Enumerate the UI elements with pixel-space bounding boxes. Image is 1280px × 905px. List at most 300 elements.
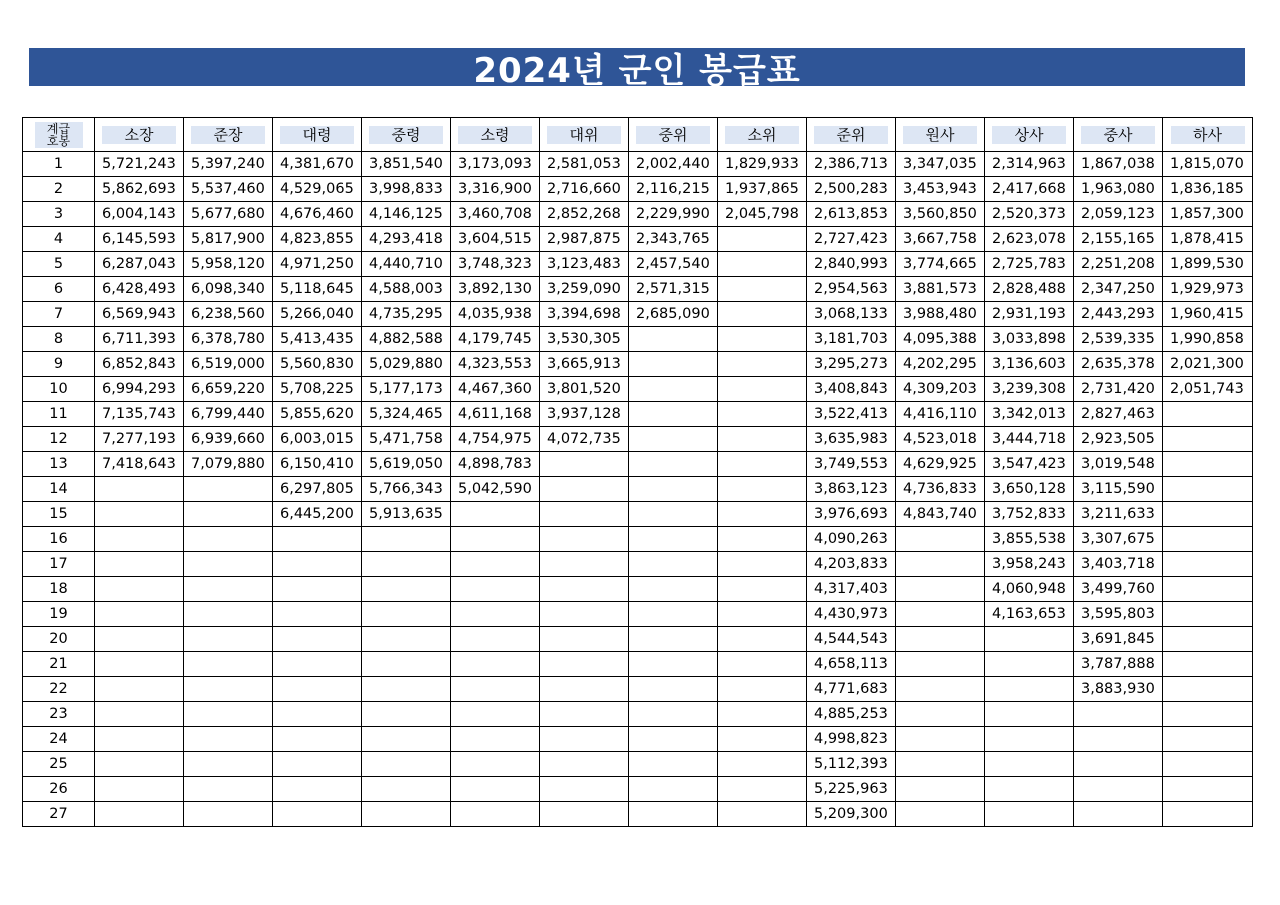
salary-cell — [451, 727, 540, 752]
salary-cell: 5,042,590 — [451, 477, 540, 502]
salary-cell — [95, 552, 184, 577]
salary-cell: 4,523,018 — [896, 427, 985, 452]
salary-cell — [1074, 802, 1163, 827]
salary-cell: 1,963,080 — [1074, 177, 1163, 202]
salary-cell: 2,613,853 — [807, 202, 896, 227]
salary-cell — [985, 702, 1074, 727]
step-number-cell: 3 — [23, 202, 95, 227]
salary-cell — [629, 402, 718, 427]
salary-cell — [540, 502, 629, 527]
salary-cell — [1163, 402, 1253, 427]
salary-cell — [896, 752, 985, 777]
step-number-cell: 15 — [23, 502, 95, 527]
salary-cell — [273, 777, 362, 802]
salary-cell — [1163, 577, 1253, 602]
salary-cell — [451, 602, 540, 627]
salary-cell — [1074, 727, 1163, 752]
salary-cell: 3,855,538 — [985, 527, 1074, 552]
step-number-cell: 10 — [23, 377, 95, 402]
salary-cell: 4,146,125 — [362, 202, 451, 227]
salary-cell — [985, 777, 1074, 802]
salary-cell — [629, 427, 718, 452]
step-number-cell: 26 — [23, 777, 95, 802]
table-row — [23, 727, 1253, 752]
salary-cell: 2,347,250 — [1074, 277, 1163, 302]
salary-cell: 1,829,933 — [718, 152, 807, 177]
salary-cell — [629, 552, 718, 577]
salary-cell — [184, 527, 273, 552]
salary-cell — [629, 352, 718, 377]
pay-table-body — [23, 152, 1253, 827]
header-corner — [23, 118, 95, 152]
salary-cell — [1074, 777, 1163, 802]
salary-cell — [362, 577, 451, 602]
salary-cell: 1,857,300 — [1163, 202, 1253, 227]
salary-cell — [896, 552, 985, 577]
salary-cell — [629, 702, 718, 727]
salary-cell: 3,239,308 — [985, 377, 1074, 402]
salary-cell — [718, 352, 807, 377]
salary-cell — [540, 677, 629, 702]
step-number-cell: 24 — [23, 727, 95, 752]
salary-cell — [629, 602, 718, 627]
salary-cell — [540, 702, 629, 727]
salary-cell: 4,095,388 — [896, 327, 985, 352]
salary-cell: 2,581,053 — [540, 152, 629, 177]
salary-cell: 4,771,683 — [807, 677, 896, 702]
salary-cell: 1,937,865 — [718, 177, 807, 202]
salary-cell: 4,898,783 — [451, 452, 540, 477]
salary-cell: 3,259,090 — [540, 277, 629, 302]
salary-cell: 4,658,113 — [807, 652, 896, 677]
salary-cell — [1163, 477, 1253, 502]
salary-cell: 2,571,315 — [629, 277, 718, 302]
salary-cell: 6,145,593 — [95, 227, 184, 252]
salary-cell: 3,136,603 — [985, 352, 1074, 377]
step-number-cell: 19 — [23, 602, 95, 627]
salary-cell — [362, 702, 451, 727]
salary-cell: 4,611,168 — [451, 402, 540, 427]
salary-cell: 3,665,913 — [540, 352, 629, 377]
salary-cell — [718, 227, 807, 252]
salary-cell — [718, 502, 807, 527]
salary-cell — [718, 652, 807, 677]
salary-cell: 2,731,420 — [1074, 377, 1163, 402]
salary-cell — [184, 552, 273, 577]
header-rank: 소령 — [451, 118, 540, 152]
salary-cell — [362, 802, 451, 827]
salary-cell — [273, 677, 362, 702]
salary-cell: 4,467,360 — [451, 377, 540, 402]
salary-cell: 4,971,250 — [273, 252, 362, 277]
salary-cell: 1,960,415 — [1163, 302, 1253, 327]
salary-cell — [896, 677, 985, 702]
salary-cell: 2,828,488 — [985, 277, 1074, 302]
salary-cell: 3,748,323 — [451, 252, 540, 277]
salary-cell — [718, 327, 807, 352]
salary-cell: 6,428,493 — [95, 277, 184, 302]
salary-cell: 6,378,780 — [184, 327, 273, 352]
salary-cell: 4,736,833 — [896, 477, 985, 502]
salary-cell: 4,544,543 — [807, 627, 896, 652]
salary-cell: 3,316,900 — [451, 177, 540, 202]
salary-cell: 4,179,745 — [451, 327, 540, 352]
step-number-cell: 22 — [23, 677, 95, 702]
salary-cell: 2,716,660 — [540, 177, 629, 202]
salary-cell — [95, 727, 184, 752]
salary-cell: 5,619,050 — [362, 452, 451, 477]
salary-cell: 2,520,373 — [985, 202, 1074, 227]
salary-cell — [95, 652, 184, 677]
step-number-cell: 5 — [23, 252, 95, 277]
salary-cell: 3,033,898 — [985, 327, 1074, 352]
salary-cell: 2,002,440 — [629, 152, 718, 177]
salary-cell — [184, 727, 273, 752]
salary-cell: 2,725,783 — [985, 252, 1074, 277]
salary-cell — [896, 577, 985, 602]
salary-cell — [540, 627, 629, 652]
salary-cell: 7,079,880 — [184, 452, 273, 477]
salary-cell — [362, 552, 451, 577]
step-number-cell: 6 — [23, 277, 95, 302]
salary-cell — [540, 802, 629, 827]
step-number-cell: 7 — [23, 302, 95, 327]
salary-cell — [540, 527, 629, 552]
salary-cell: 1,990,858 — [1163, 327, 1253, 352]
salary-cell — [896, 602, 985, 627]
salary-cell — [1163, 802, 1253, 827]
salary-cell — [362, 627, 451, 652]
salary-cell — [896, 652, 985, 677]
salary-cell — [629, 502, 718, 527]
salary-cell — [451, 577, 540, 602]
salary-cell — [718, 627, 807, 652]
salary-cell — [184, 677, 273, 702]
step-number-cell: 13 — [23, 452, 95, 477]
salary-cell: 4,381,670 — [273, 152, 362, 177]
salary-cell: 3,342,013 — [985, 402, 1074, 427]
salary-cell — [451, 502, 540, 527]
salary-cell: 2,314,963 — [985, 152, 1074, 177]
salary-cell: 3,998,833 — [362, 177, 451, 202]
table-row — [23, 752, 1253, 777]
step-number-cell: 16 — [23, 527, 95, 552]
salary-cell — [95, 802, 184, 827]
salary-cell: 4,440,710 — [362, 252, 451, 277]
salary-cell — [896, 777, 985, 802]
table-row — [23, 327, 1253, 352]
salary-cell — [896, 627, 985, 652]
salary-cell — [1163, 627, 1253, 652]
table-row — [23, 602, 1253, 627]
salary-cell: 3,307,675 — [1074, 527, 1163, 552]
salary-cell — [184, 752, 273, 777]
salary-cell: 4,882,588 — [362, 327, 451, 352]
salary-cell — [273, 627, 362, 652]
salary-cell — [362, 527, 451, 552]
salary-cell: 5,862,693 — [95, 177, 184, 202]
step-number-cell: 25 — [23, 752, 95, 777]
salary-cell: 5,397,240 — [184, 152, 273, 177]
salary-cell — [95, 577, 184, 602]
step-number-cell: 17 — [23, 552, 95, 577]
salary-cell — [540, 602, 629, 627]
salary-cell: 5,324,465 — [362, 402, 451, 427]
salary-cell — [629, 527, 718, 552]
salary-cell — [540, 727, 629, 752]
table-row — [23, 527, 1253, 552]
salary-cell — [718, 452, 807, 477]
salary-cell: 6,939,660 — [184, 427, 273, 452]
salary-cell: 4,885,253 — [807, 702, 896, 727]
table-row — [23, 152, 1253, 177]
salary-cell: 5,413,435 — [273, 327, 362, 352]
table-row — [23, 652, 1253, 677]
salary-cell — [629, 752, 718, 777]
step-number-cell: 2 — [23, 177, 95, 202]
salary-cell — [718, 377, 807, 402]
header-rank: 대위 — [540, 118, 629, 152]
table-row — [23, 402, 1253, 427]
salary-cell: 1,929,973 — [1163, 277, 1253, 302]
salary-cell — [273, 527, 362, 552]
salary-cell: 6,150,410 — [273, 452, 362, 477]
salary-cell: 3,347,035 — [896, 152, 985, 177]
salary-cell: 1,878,415 — [1163, 227, 1253, 252]
salary-cell — [540, 777, 629, 802]
pay-table — [22, 117, 1253, 827]
salary-cell: 2,343,765 — [629, 227, 718, 252]
salary-cell — [184, 477, 273, 502]
salary-cell: 3,444,718 — [985, 427, 1074, 452]
salary-cell: 5,209,300 — [807, 802, 896, 827]
salary-cell: 4,090,263 — [807, 527, 896, 552]
table-row — [23, 252, 1253, 277]
salary-cell: 3,988,480 — [896, 302, 985, 327]
header-rank: 원사 — [896, 118, 985, 152]
salary-cell — [1163, 702, 1253, 727]
salary-cell — [451, 677, 540, 702]
corner-label-step: 호봉 — [46, 133, 71, 148]
salary-cell: 4,588,003 — [362, 277, 451, 302]
salary-cell: 2,623,078 — [985, 227, 1074, 252]
step-number-cell: 23 — [23, 702, 95, 727]
salary-cell — [718, 527, 807, 552]
header-rank: 소위 — [718, 118, 807, 152]
salary-cell: 4,629,925 — [896, 452, 985, 477]
salary-cell: 3,774,665 — [896, 252, 985, 277]
salary-cell — [362, 677, 451, 702]
salary-cell: 2,155,165 — [1074, 227, 1163, 252]
salary-cell: 5,560,830 — [273, 352, 362, 377]
header-rank: 준위 — [807, 118, 896, 152]
salary-cell: 1,899,530 — [1163, 252, 1253, 277]
page-title: 2024년 군인 봉급표 — [473, 50, 801, 91]
salary-cell: 5,471,758 — [362, 427, 451, 452]
salary-cell: 6,003,015 — [273, 427, 362, 452]
salary-cell — [1163, 502, 1253, 527]
header-rank: 중위 — [629, 118, 718, 152]
salary-cell: 4,676,460 — [273, 202, 362, 227]
salary-cell — [184, 627, 273, 652]
step-number-cell: 12 — [23, 427, 95, 452]
salary-cell: 3,068,133 — [807, 302, 896, 327]
step-number-cell: 1 — [23, 152, 95, 177]
salary-cell — [1163, 602, 1253, 627]
salary-cell: 2,987,875 — [540, 227, 629, 252]
step-number-cell: 27 — [23, 802, 95, 827]
salary-cell — [1163, 527, 1253, 552]
salary-cell — [985, 752, 1074, 777]
salary-cell — [184, 577, 273, 602]
salary-cell: 5,118,645 — [273, 277, 362, 302]
salary-cell: 4,317,403 — [807, 577, 896, 602]
salary-cell: 4,163,653 — [985, 602, 1074, 627]
salary-cell: 5,958,120 — [184, 252, 273, 277]
salary-cell — [1163, 427, 1253, 452]
salary-cell: 5,817,900 — [184, 227, 273, 252]
salary-cell — [629, 327, 718, 352]
salary-cell: 6,994,293 — [95, 377, 184, 402]
salary-cell: 4,203,833 — [807, 552, 896, 577]
salary-cell — [629, 652, 718, 677]
salary-cell — [95, 602, 184, 627]
table-row — [23, 777, 1253, 802]
salary-cell — [629, 777, 718, 802]
salary-cell — [540, 577, 629, 602]
salary-cell: 3,403,718 — [1074, 552, 1163, 577]
header-rank: 중사 — [1074, 118, 1163, 152]
salary-cell: 2,954,563 — [807, 277, 896, 302]
salary-cell — [718, 727, 807, 752]
header-row — [23, 118, 1253, 152]
salary-cell — [273, 552, 362, 577]
salary-cell: 3,604,515 — [451, 227, 540, 252]
salary-cell: 2,852,268 — [540, 202, 629, 227]
salary-cell: 2,386,713 — [807, 152, 896, 177]
salary-cell: 3,801,520 — [540, 377, 629, 402]
salary-cell — [184, 652, 273, 677]
step-number-cell: 14 — [23, 477, 95, 502]
salary-cell — [629, 727, 718, 752]
salary-cell: 5,225,963 — [807, 777, 896, 802]
salary-cell: 3,173,093 — [451, 152, 540, 177]
salary-cell: 3,460,708 — [451, 202, 540, 227]
salary-cell — [273, 802, 362, 827]
salary-cell: 2,500,283 — [807, 177, 896, 202]
salary-cell — [95, 502, 184, 527]
salary-cell: 3,547,423 — [985, 452, 1074, 477]
salary-cell — [629, 802, 718, 827]
salary-cell: 3,650,128 — [985, 477, 1074, 502]
salary-cell: 2,827,463 — [1074, 402, 1163, 427]
salary-cell: 4,323,553 — [451, 352, 540, 377]
salary-cell — [985, 727, 1074, 752]
salary-cell — [718, 752, 807, 777]
salary-cell — [718, 777, 807, 802]
salary-cell — [95, 702, 184, 727]
salary-cell — [540, 752, 629, 777]
salary-cell: 6,287,043 — [95, 252, 184, 277]
salary-cell — [184, 602, 273, 627]
salary-cell: 5,177,173 — [362, 377, 451, 402]
table-row — [23, 677, 1253, 702]
step-number-cell: 9 — [23, 352, 95, 377]
salary-cell — [718, 427, 807, 452]
salary-cell: 3,019,548 — [1074, 452, 1163, 477]
salary-cell: 3,752,833 — [985, 502, 1074, 527]
salary-cell: 3,976,693 — [807, 502, 896, 527]
salary-cell — [1163, 677, 1253, 702]
salary-cell: 3,691,845 — [1074, 627, 1163, 652]
step-number-cell: 11 — [23, 402, 95, 427]
salary-cell — [184, 502, 273, 527]
salary-cell: 4,202,295 — [896, 352, 985, 377]
salary-cell: 3,115,590 — [1074, 477, 1163, 502]
salary-cell: 5,855,620 — [273, 402, 362, 427]
table-row — [23, 452, 1253, 477]
salary-cell — [629, 477, 718, 502]
salary-cell: 3,883,930 — [1074, 677, 1163, 702]
salary-cell — [451, 777, 540, 802]
salary-cell: 5,537,460 — [184, 177, 273, 202]
salary-cell: 2,727,423 — [807, 227, 896, 252]
salary-cell: 2,931,193 — [985, 302, 1074, 327]
salary-cell — [273, 602, 362, 627]
salary-cell: 6,098,340 — [184, 277, 273, 302]
salary-cell: 2,635,378 — [1074, 352, 1163, 377]
table-row — [23, 277, 1253, 302]
salary-cell: 2,457,540 — [629, 252, 718, 277]
salary-cell — [1163, 552, 1253, 577]
salary-cell: 2,539,335 — [1074, 327, 1163, 352]
salary-cell — [718, 277, 807, 302]
salary-cell: 4,072,735 — [540, 427, 629, 452]
salary-cell — [1163, 652, 1253, 677]
salary-cell: 6,519,000 — [184, 352, 273, 377]
step-number-cell: 21 — [23, 652, 95, 677]
header-rank: 하사 — [1163, 118, 1253, 152]
salary-cell: 6,799,440 — [184, 402, 273, 427]
salary-cell: 2,059,123 — [1074, 202, 1163, 227]
table-row — [23, 427, 1253, 452]
table-row — [23, 227, 1253, 252]
salary-cell — [451, 627, 540, 652]
salary-cell: 5,913,635 — [362, 502, 451, 527]
salary-cell: 4,823,855 — [273, 227, 362, 252]
salary-cell — [718, 702, 807, 727]
table-row — [23, 802, 1253, 827]
salary-cell: 3,863,123 — [807, 477, 896, 502]
salary-cell — [985, 652, 1074, 677]
salary-cell — [629, 377, 718, 402]
salary-cell — [718, 602, 807, 627]
table-row — [23, 627, 1253, 652]
salary-cell: 7,135,743 — [95, 402, 184, 427]
salary-cell: 3,667,758 — [896, 227, 985, 252]
salary-cell: 6,445,200 — [273, 502, 362, 527]
table-row — [23, 577, 1253, 602]
salary-cell: 5,112,393 — [807, 752, 896, 777]
salary-cell: 6,238,560 — [184, 302, 273, 327]
salary-cell: 3,560,850 — [896, 202, 985, 227]
salary-cell: 7,277,193 — [95, 427, 184, 452]
salary-cell — [1074, 752, 1163, 777]
salary-cell — [451, 802, 540, 827]
header-rank: 준장 — [184, 118, 273, 152]
salary-cell — [896, 702, 985, 727]
salary-cell — [273, 752, 362, 777]
